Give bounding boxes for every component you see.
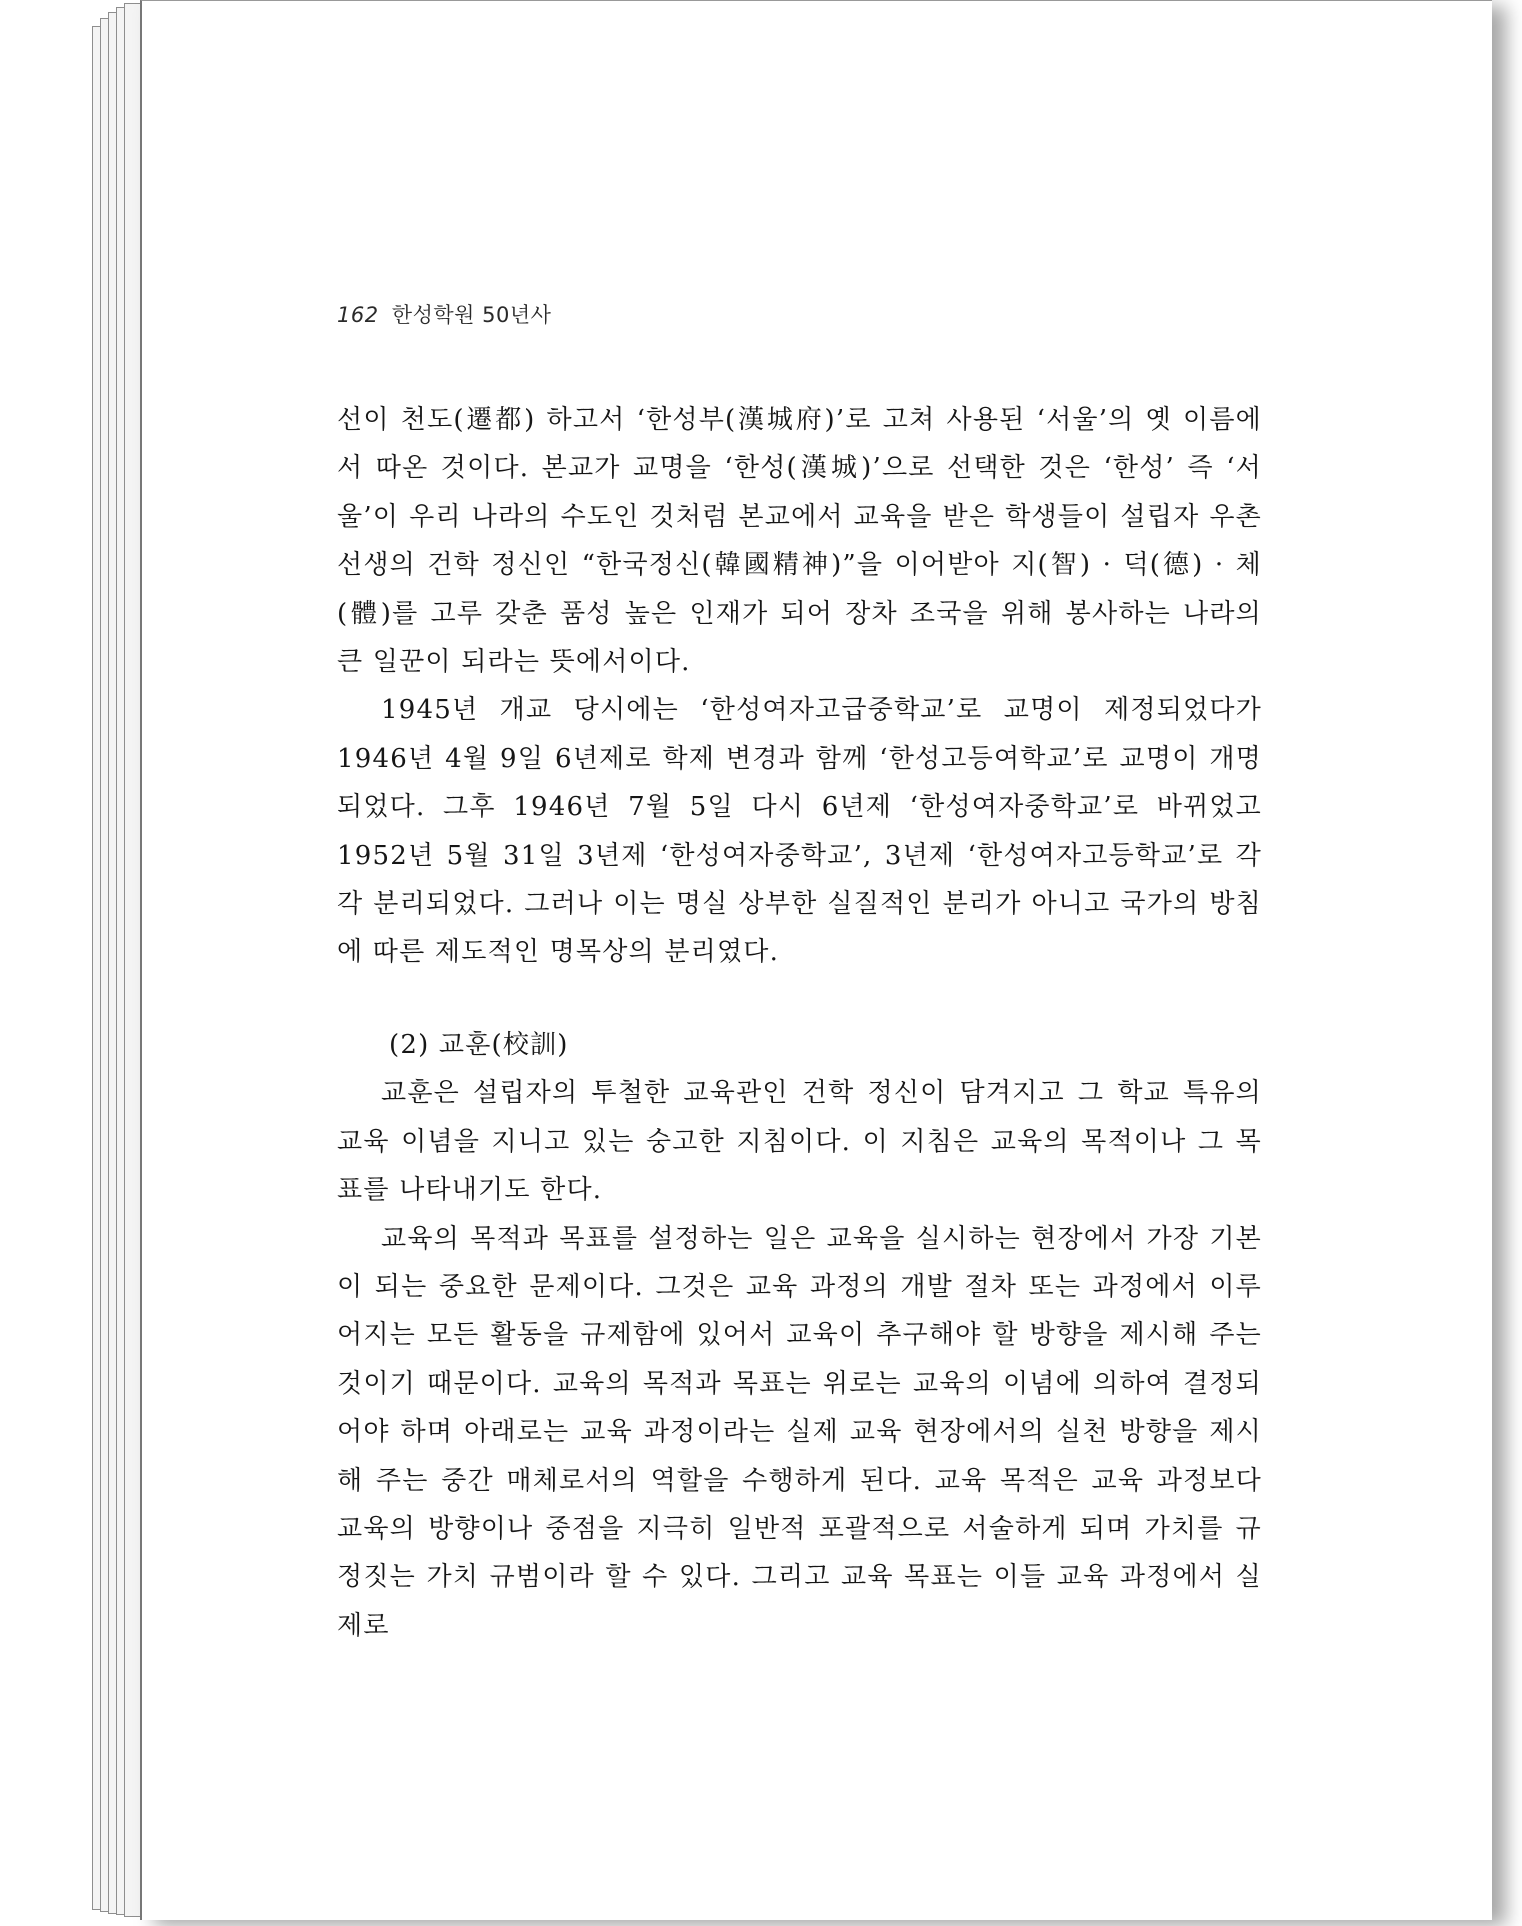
paragraph-education-goals: 교육의 목적과 목표를 설정하는 일은 교육을 실시하는 현장에서 가장 기본이 되는 중요한 문제이다. 그것은 교육 과정의 개발 절차 또는 과정에서 이루어지는 모든 활동을 규제함에 있어서 교육이 추구해야 할 방향을 제시해 주는 것이기 때문이다. 교육의 목적과 목표는 위로는 교육의 이념에 의하여 결정되어야 하며 아래로는 교육 과정이라는 실제 교육 현장에서의 실천 방향을 제시해 주는 중간 매체로서의 역할을 수행하게 된다. 교육 목적은 교육 과정보다 교육의 방향이나 중점을 지극히 일반적 포괄적으로 서술하게 되며 가치를 규정짓는 가치 규범이라 할 수 있다. 그리고 교육 목표는 이들 교육 과정에서 실제로 — [337, 1223, 1262, 1641]
book-page — [140, 0, 1492, 1920]
section-heading: (2) 교훈(校訓) — [389, 1029, 569, 1060]
book-title: 한성학원 50년사 — [391, 303, 552, 327]
running-head — [337, 299, 551, 329]
page-number: 162 — [337, 303, 379, 327]
paragraph-school-name-history: 1945년 개교 당시에는 ‘한성여자고급중학교’로 교명이 제정되었다가 1946년 4월 9일 6년제로 학제 변경과 함께 ‘한성고등여학교’로 교명이 개명되었다. 그후 1946년 7월 5일 다시 6년제 ‘한성여자중학교’로 바뀌었고 1952년 5월 31일 3년제 ‘한성여자중학교’, 3년제 ‘한성여자고등학교’로 각각 분리되었다. 그러나 이는 명실 상부한 실질적인 분리가 아니고 국가의 방침에 따른 제도적인 명목상의 분리였다. — [337, 695, 1262, 968]
paragraph-school-name-origin: 선이 천도(遷都) 하고서 ‘한성부(漢城府)’로 고쳐 사용된 ‘서울’의 옛 이름에서 따온 것이다. 본교가 교명을 ‘한성(漢城)’으로 선택한 것은 ‘한성’ 즉 ‘서울’이 우리 나라의 수도인 것처럼 본교에서 교육을 받은 학생들이 설립자 우촌 선생의 건학 정신인 “한국정신(韓國精神)”을 이어받아 지(智) · 덕(德) · 체(體)를 고루 갖춘 품성 높은 인재가 되어 장차 조국을 위해 봉사하는 나라의 큰 일꾼이 되라는 뜻에서이다. — [337, 405, 1262, 678]
page-body — [337, 396, 1262, 1650]
paragraph-school-motto: 교훈은 설립자의 투철한 교육관인 건학 정신이 담겨지고 그 학교 특유의 교육 이념을 지니고 있는 숭고한 지침이다. 이 지침은 교육의 목적이나 그 목표를 나타내기도 한다. — [337, 1078, 1262, 1206]
